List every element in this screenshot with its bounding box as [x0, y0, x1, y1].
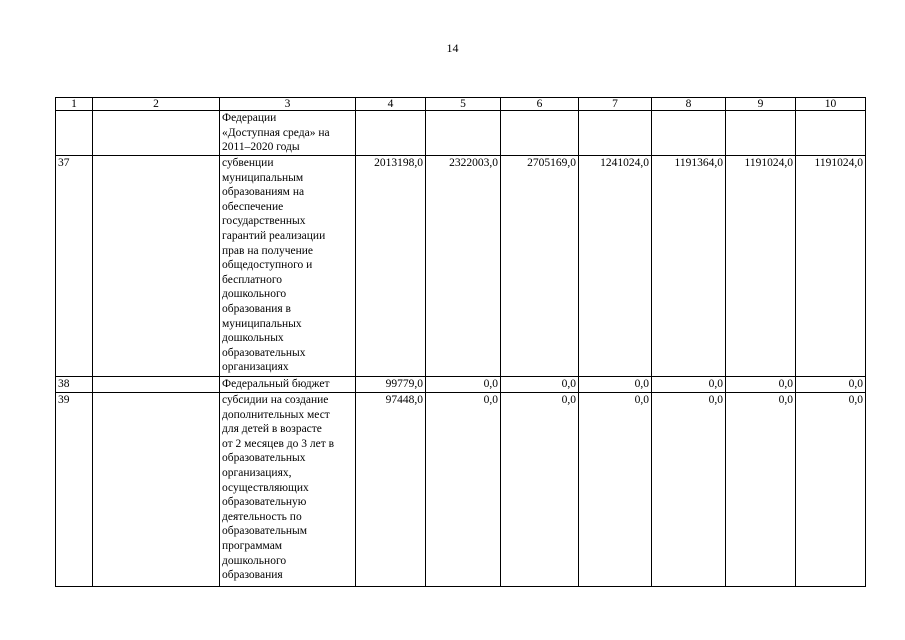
description-line: образовательным [222, 525, 308, 538]
value-cell: 0,0 [501, 393, 579, 587]
value-cell [652, 111, 726, 156]
value-cell: 1191024,0 [796, 156, 866, 377]
description-line: 2011–2020 годы [222, 141, 300, 154]
description-line: осуществляющих [222, 481, 309, 494]
column-header: 2 [93, 98, 220, 111]
value-cell [426, 111, 501, 156]
value-cell: 0,0 [796, 393, 866, 587]
column-header: 8 [652, 98, 726, 111]
column-2-cell [93, 393, 220, 587]
value-cell: 2013198,0 [356, 156, 426, 377]
description-line: программам [222, 539, 283, 552]
budget-table [55, 97, 866, 587]
page-number: 14 [446, 41, 459, 55]
value-cell: 0,0 [726, 377, 796, 393]
description-line: субвенции [222, 157, 274, 169]
column-2-cell [93, 111, 220, 156]
description-line: дошкольного [222, 554, 287, 567]
description-line: муниципальных [222, 317, 302, 330]
row-number-cell [56, 111, 93, 156]
value-cell: 0,0 [652, 377, 726, 393]
description-line: прав на получение [222, 244, 313, 257]
value-cell: 0,0 [726, 393, 796, 587]
value-cell [501, 111, 579, 156]
description-line: дополнительных мест [222, 408, 330, 421]
column-header: 7 [579, 98, 652, 111]
table-header-row [56, 98, 866, 111]
row-number-cell: 38 [56, 377, 93, 393]
value-cell [579, 111, 652, 156]
value-cell: 1241024,0 [579, 156, 652, 377]
table-row [56, 393, 866, 587]
description-cell [220, 111, 356, 156]
description-line: «Доступная среда» на [222, 126, 330, 139]
value-cell: 2322003,0 [426, 156, 501, 377]
description-line: образования [222, 569, 283, 582]
description-line: обеспечение [222, 200, 284, 213]
description-line: дошкольного [222, 288, 287, 301]
column-header: 1 [56, 98, 93, 111]
description-line: для детей в возрасте [222, 423, 322, 436]
value-cell [726, 111, 796, 156]
table-row [56, 156, 866, 377]
description-line: Федерации [222, 112, 277, 124]
column-header: 10 [796, 98, 866, 111]
description-line: образовательную [222, 496, 307, 509]
column-2-cell [93, 156, 220, 377]
description-line: бесплатного [222, 273, 283, 286]
value-cell [356, 111, 426, 156]
value-cell: 0,0 [652, 393, 726, 587]
table-row [56, 111, 866, 156]
description-line: общедоступного и [222, 259, 313, 272]
value-cell: 0,0 [426, 393, 501, 587]
description-line: гарантий реализации [222, 229, 326, 242]
column-2-cell [93, 377, 220, 393]
column-header: 3 [220, 98, 356, 111]
value-cell: 99779,0 [356, 377, 426, 393]
value-cell: 97448,0 [356, 393, 426, 587]
description-line: образования в [222, 302, 291, 315]
description-line: организациях [222, 361, 289, 374]
description-line: Федеральный бюджет [222, 378, 330, 390]
value-cell: 0,0 [501, 377, 579, 393]
description-line: государственных [222, 215, 306, 228]
value-cell: 0,0 [426, 377, 501, 393]
description-line: образовательных [222, 452, 306, 465]
row-number-cell: 39 [56, 393, 93, 587]
description-line: муниципальным [222, 171, 304, 184]
table-row [56, 377, 866, 393]
description-line: от 2 месяцев до 3 лет в [222, 437, 335, 450]
description-line: субсидии на создание [222, 394, 329, 406]
column-header: 4 [356, 98, 426, 111]
column-header: 9 [726, 98, 796, 111]
column-header: 6 [501, 98, 579, 111]
description-line: образовательных [222, 346, 306, 359]
value-cell: 0,0 [579, 393, 652, 587]
value-cell: 2705169,0 [501, 156, 579, 377]
description-cell [220, 393, 356, 587]
description-line: образованиям на [222, 186, 305, 199]
description-cell [220, 156, 356, 377]
description-line: организациях, [222, 466, 292, 479]
row-number-cell: 37 [56, 156, 93, 377]
value-cell: 0,0 [796, 377, 866, 393]
description-line: деятельность по [222, 510, 302, 523]
value-cell [796, 111, 866, 156]
value-cell: 1191364,0 [652, 156, 726, 377]
description-cell [220, 377, 356, 393]
value-cell: 0,0 [579, 377, 652, 393]
value-cell: 1191024,0 [726, 156, 796, 377]
column-header: 5 [426, 98, 501, 111]
description-line: дошкольных [222, 332, 284, 345]
